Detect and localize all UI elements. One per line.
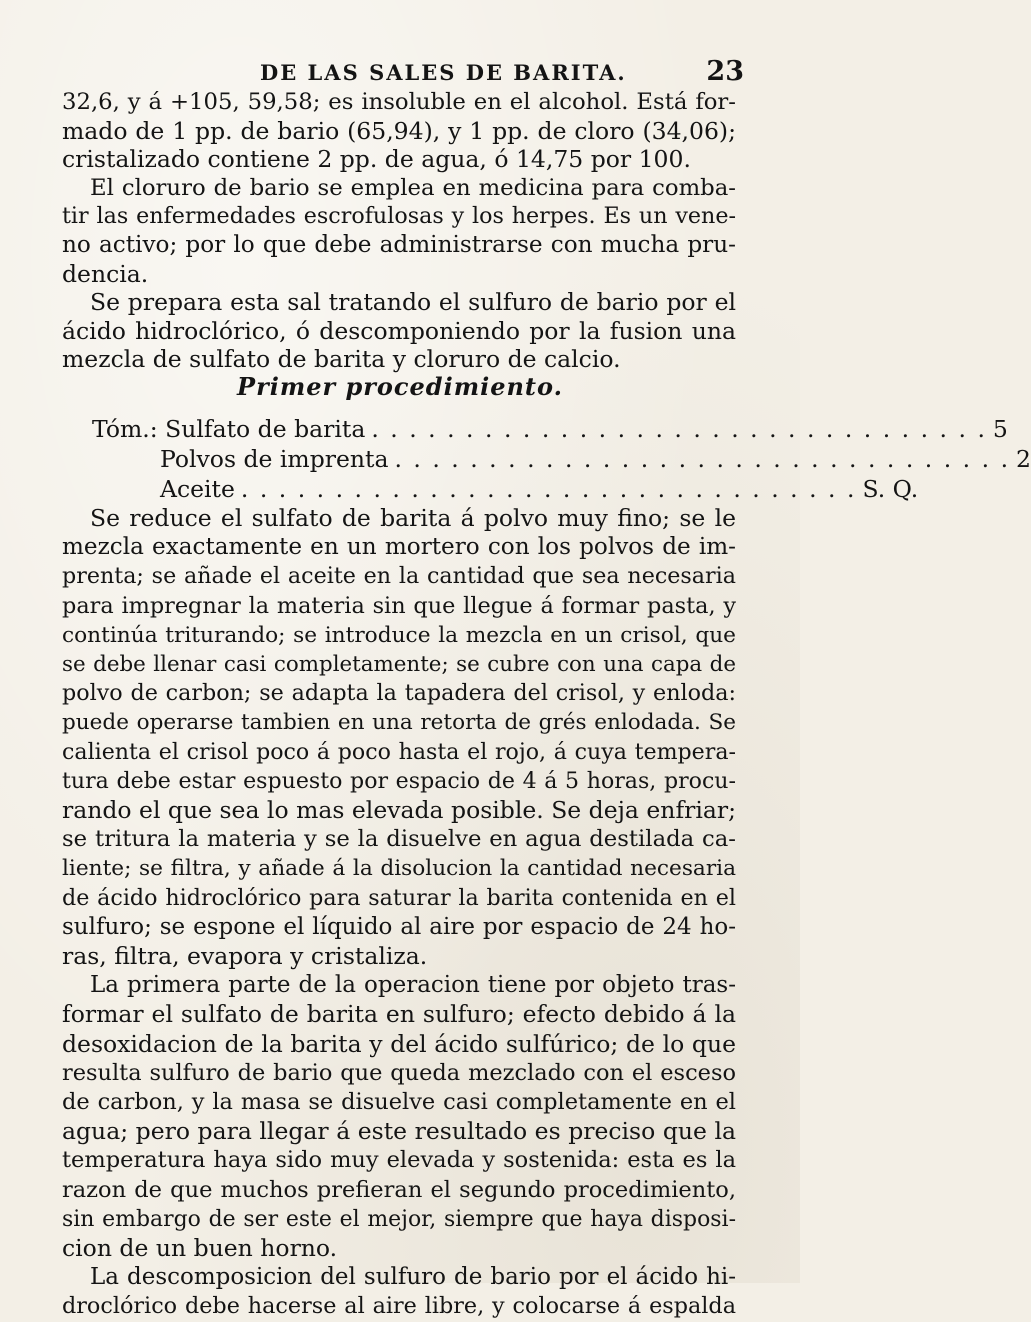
text-line: 32,6, y á +105, 59,58; es insoluble en el alcohol. Está for- — [62, 89, 736, 115]
recipe-list — [92, 414, 1031, 504]
text-line: razon de que muchos prefieran el segundo procedimiento, — [62, 1176, 736, 1203]
text-line: sin embargo de ser este el mejor, siempre que haya disposi- — [62, 1206, 736, 1232]
running-head-title: DE LAS SALES DE BARITA. — [260, 60, 627, 85]
text-line: El cloruro de bario se emplea en medicina para comba- — [90, 174, 736, 201]
text-line: La primera parte de la operacion tiene por objeto tras- — [90, 972, 736, 999]
paragraph-3 — [62, 288, 736, 374]
text-line: Se prepara esta sal tratando el sulfuro de bario por el — [90, 288, 736, 317]
text-line: Se reduce el sulfato de barita á polvo muy fino; se le — [90, 504, 736, 532]
recipe-item-quantity: 5 — [992, 415, 1008, 443]
paragraph-6 — [62, 1263, 736, 1321]
running-head — [64, 56, 744, 88]
text-line: de ácido hidroclórico para saturar la barita contenida en el — [62, 884, 736, 911]
text-line: polvo de carbon; se adapta la tapadera del crisol, y enloda: — [62, 680, 736, 707]
text-line: puede operarse tambien en una retorta de grés enlodada. Se — [62, 710, 736, 736]
recipe-item — [92, 444, 1031, 474]
section-heading: Primer procedimiento. — [237, 372, 563, 401]
text-line: continúa triturando; se introduce la mezcla en un crisol, que — [62, 622, 736, 648]
text-line: desoxidacion de la barita y del ácido sulfúrico; de lo que — [62, 1029, 736, 1058]
text-line: cristalizado contiene 2 pp. de agua, ó 14,75 por 100. — [62, 145, 691, 174]
text-line: sulfuro; se espone el líquido al aire por espacio de 24 ho- — [62, 913, 736, 940]
text-line: se tritura la materia y se la disuelve en agua destilada ca- — [62, 826, 736, 853]
text-line: cion de un buen horno. — [62, 1234, 338, 1263]
text-line: formar el sulfato de barita en sulfuro; efecto debido á la — [62, 1000, 736, 1029]
text-line: se debe llenar casi completamente; se cubre con una capa de — [62, 652, 736, 678]
recipe-item-name: Sulfato de barita — [165, 415, 366, 443]
text-line: liente; se filtra, y añade á la disolucion la cantidad necesaria — [62, 856, 736, 882]
text-line: prenta; se añade el aceite en la cantidad que sea necesaria — [62, 563, 736, 590]
text-line: mezcla de sulfato de barita y cloruro de calcio. — [62, 345, 621, 374]
recipe-prefix: Tóm.: — [92, 415, 158, 443]
page-number: 23 — [706, 56, 744, 87]
text-line: ácido hidroclórico, ó descomponiendo por la fusion una — [62, 316, 736, 345]
text-line: resulta sulfuro de bario que queda mezclado con el esceso — [62, 1059, 736, 1086]
paragraph-1 — [62, 88, 736, 174]
text-line: mezcla exactamente en un mortero con los polvos de im- — [62, 534, 736, 561]
text-line: droclórico debe hacerse al aire libre, y colocarse á espalda — [62, 1293, 736, 1320]
dot-leader — [365, 414, 993, 444]
recipe-item — [92, 414, 1008, 444]
recipe-item — [92, 474, 919, 504]
text-line: para impregnar la materia sin que llegue á formar pasta, y — [62, 592, 736, 619]
dot-leader — [388, 444, 1016, 474]
recipe-item-name: Polvos de imprenta — [160, 445, 389, 473]
text-line: rando el que sea lo mas elevada posible. Se deja enfriar; — [62, 796, 737, 825]
recipe-item-quantity: S. Q. — [862, 475, 919, 503]
text-line: agua; pero para llegar á este resultado es preciso que la — [62, 1117, 736, 1146]
paragraph-5 — [62, 971, 736, 1263]
dot-leader — [235, 474, 863, 504]
text-line: de carbon, y la masa se disuelve casi completamente en el — [62, 1089, 736, 1116]
text-line: La descomposicion del sulfuro de bario por el ácido hi- — [90, 1264, 736, 1291]
recipe-item-quantity: 2 — [1016, 445, 1031, 473]
text-line: mado de 1 pp. de bario (65,94), y 1 pp. de cloro (34,06); — [62, 116, 736, 145]
paragraph-4 — [62, 504, 736, 971]
upper-text-block — [62, 88, 736, 374]
text-line: tura debe estar espuesto por espacio de 4 á 5 horas, procu- — [62, 768, 736, 794]
text-line: ras, filtra, evapora y cristaliza. — [62, 942, 428, 971]
recipe-item-name: Aceite — [160, 475, 235, 503]
text-line: dencia. — [62, 259, 149, 288]
lower-text-block — [62, 504, 736, 1322]
text-line: temperatura haya sido muy elevada y sostenida: esta es la — [62, 1147, 736, 1174]
paragraph-2 — [62, 174, 736, 288]
text-line: no activo; por lo que debe administrarse con mucha pru- — [62, 231, 736, 258]
text-line: calienta el crisol poco á poco hasta el rojo, á cuya tempera- — [62, 738, 736, 765]
text-line: tir las enfermedades escrofulosas y los herpes. Es un vene- — [62, 203, 736, 230]
